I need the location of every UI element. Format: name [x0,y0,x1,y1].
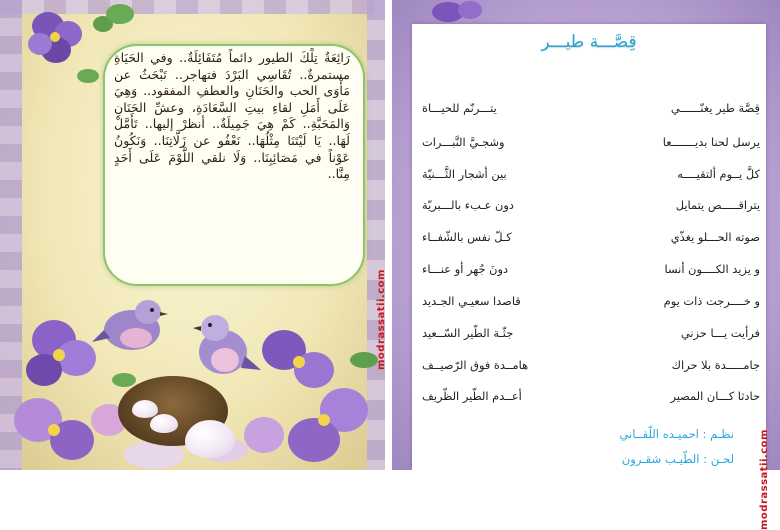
egg-illustration [185,420,235,458]
verse-second-half: دونَ جُهر أو عنـــاء [422,262,509,276]
story-paragraph: رَائِعَةٌ تِلْكَ الطيور دائماً مُتَفَائِلَةٌ.. وفي الحَيَاةِ مستمرةٌ.. تُقَاسِي البَرْدَ فتهاجر.. تَبْحَثُ عن مَأْوَى الحب والحَنَانِ والعطفِ المفقود.. وَهِيَ عَلَى أَمَلِ لقاءِ بيتِ السَّعَادَةِ، وعشِّ الحَنَانِ وَالمَحَبَّةِ.. كَمْ هِيَ جَمِيلَةٌ.. أنظرْ إليها.. تَأَمَّلْ لَهَا.. يَا لَيْتَنَا مِثْلُهَا.. نَعْفُو عن زَلَّاتِنَا.. وَنَكُونُ عَوْناً في مَصَائِبِنَا.. وَلَا نلقي اللَّوْمَ عَلَى أَحَدٍ مِنَّا.. [114,50,350,182]
poet-credit: نظـم : احميـده اللّقــاني [619,427,734,441]
verse-first-half: فرأيت يـــا حزني [680,326,760,340]
verse-first-half: يرسل لحنا بديـــــــعا [662,135,760,149]
egg-illustration [132,400,158,418]
bird-left-illustration [92,290,172,360]
verse-second-half: أعــدم الطّير الظّريف [422,389,522,403]
poem-title: قِصَّـــة طيـــر [541,32,637,52]
verse-first-half: حادثا كـــان المصير [670,389,760,403]
right-page [392,0,780,470]
violet-flowers-top-illustration [418,0,498,26]
site-watermark: modrassatii.com [376,269,387,370]
verse-first-half: يتراقـــــص يتمايل [675,198,760,212]
poem-paper [412,24,766,470]
leaf-top-illustration [100,0,140,30]
verse-first-half: كلَّ يــوم ألتقيــــه [677,167,760,181]
verse-first-half: صوته الحـــلو يغذّي [670,230,760,244]
verse-second-half: كـلّ نفس بالشّفــاء [422,230,512,244]
egg-illustration [150,414,178,433]
verse-second-half: وشجـيَّ النَّبـــرات [422,135,505,149]
verse-first-half: و يزيد الكــــون أنسا [664,262,760,276]
verse-first-half: قِصَّة طير يغنّــــــي [670,101,760,115]
composer-credit: لحـن : الطّيـب شقـرون [621,452,734,466]
verse-second-half: قاصدا سعيـي الجـديد [422,294,521,308]
verse-second-half: جثّـة الطّير السّــعيد [422,326,514,340]
verse-second-half: بين أشجار الثَّـــنيّة [422,167,507,181]
verse-first-half: جامـــــدة بلا حراك [671,358,760,372]
site-watermark: modrassatii.com [759,429,770,530]
verse-second-half: يتـــرنّم للحيـــاة [422,101,497,115]
verse-second-half: هامــدة فوق الرّصيــف [422,358,529,372]
bird-right-illustration [185,306,265,386]
left-page [0,0,385,470]
verse-first-half: و خــــرجت ذات يوم [663,294,760,308]
verse-second-half: دون عـبء بالـــبريّة [422,198,514,212]
